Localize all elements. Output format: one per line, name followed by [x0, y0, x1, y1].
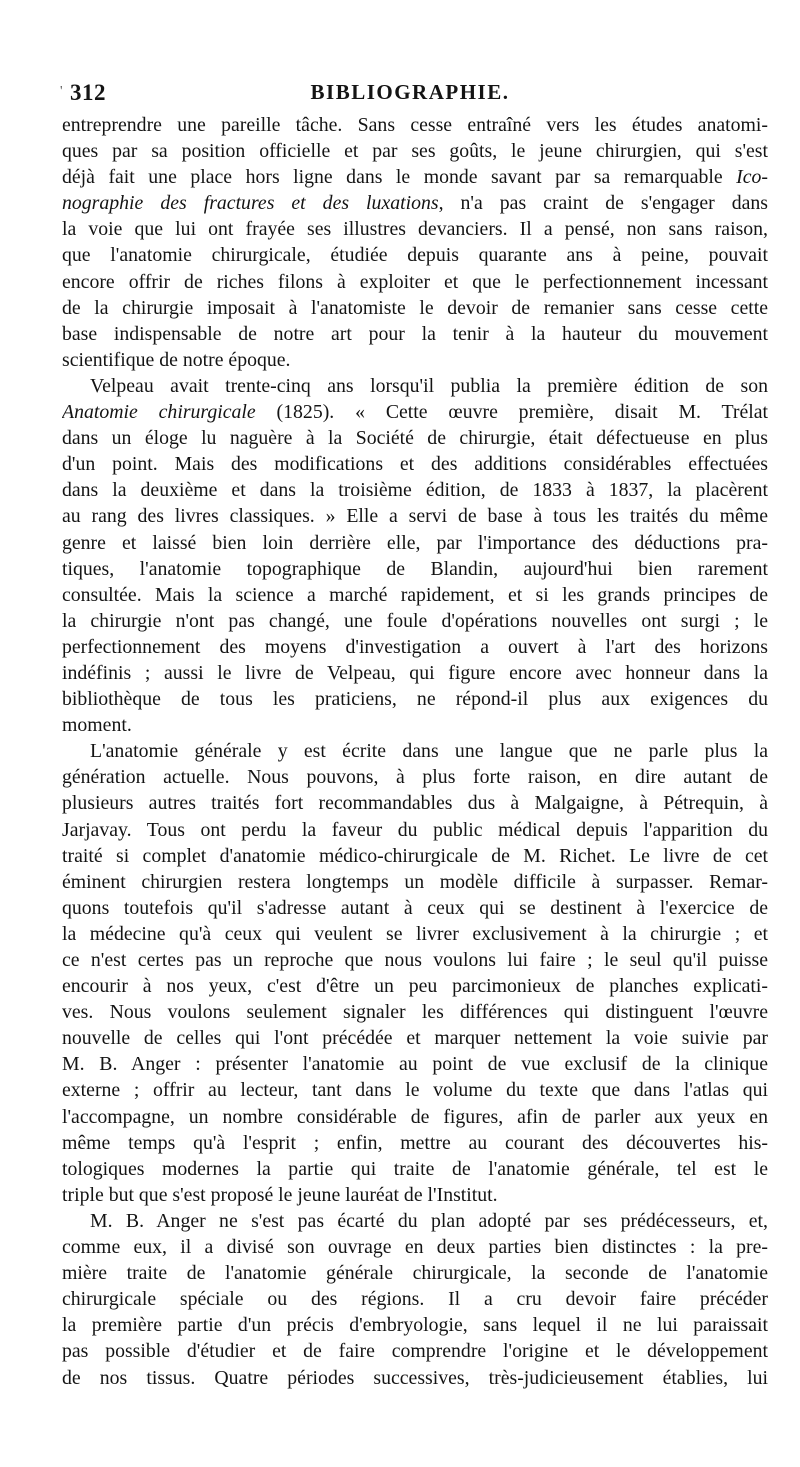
text-line: même temps qu'à l'esprit ; enfin, mettre au courant des découvertes his-	[62, 1131, 768, 1154]
text-line: consultée. Mais la science a marché rapidement, et si les grands principes de	[62, 583, 768, 606]
text-line: génération actuelle. Nous pouvons, à plus forte raison, en dire autant de	[62, 766, 768, 789]
text-line: la chirurgie n'ont pas changé, une foule d'opérations nouvelles ont surgi ; le	[62, 609, 768, 632]
text-line: plusieurs autres traités fort recommandables dus à Malgaigne, à Pétrequin, à	[62, 792, 768, 815]
text-line-part: , n'a pas craint de s'engager dans	[438, 192, 768, 215]
text-line: au rang des livres classiques. » Elle a servi de base à tous les traités du même	[62, 505, 768, 528]
text-line: ques par sa position officielle et par ses goûts, le jeune chirurgien, qui s'est	[62, 140, 768, 163]
text-line: la voie que lui ont frayée ses illustres devanciers. Il a pensé, non sans raison,	[62, 218, 768, 241]
text-line: indéfinis ; aussi le livre de Velpeau, qui figure encore avec honneur dans la	[62, 661, 768, 684]
text-line: pas possible d'étudier et de faire comprendre l'origine et le développement	[62, 1340, 768, 1363]
italic-title-part: Ico-	[736, 166, 768, 189]
text-line: ce n'est certes pas un reproche que nous voulons lui faire ; le seul qu'il puisse	[62, 949, 768, 971]
text-line: M. B. Anger ne s'est pas écarté du plan adopté par ses prédécesseurs, et,	[90, 1209, 768, 1232]
text-line: comme eux, il a divisé son ouvrage en deux parties bien distinctes : la pre-	[62, 1236, 768, 1259]
text-line-part: (1825). « Cette œuvre première, disait M. Trélat	[255, 401, 768, 424]
text-line: éminent chirurgien restera longtemps un modèle difficile à surpasser. Remar-	[62, 870, 768, 893]
margin-mark: '	[60, 84, 63, 99]
text-line: encourir à nos yeux, c'est d'être un peu parcimonieux de planches explicati-	[62, 975, 768, 998]
text-line: chirurgicale spéciale ou des régions. Il a cru devoir faire précéder	[62, 1288, 768, 1311]
text-line: de nos tissus. Quatre périodes successives, très-judicieusement établies, lui	[62, 1366, 768, 1389]
text-line: genre et laissé bien loin derrière elle, par l'importance des déductions pra-	[62, 531, 768, 554]
text-line: l'accompagne, un nombre considérable de figures, afin de parler aux yeux en	[62, 1105, 768, 1128]
text-line-part: déjà fait une place hors ligne dans le monde savant par sa remarquable	[62, 166, 737, 189]
text-line: dans la deuxième et dans la troisième édition, de 1833 à 1837, la placèrent	[62, 479, 768, 502]
text-line: encore offrir de riches filons à exploiter et que le perfectionnement incessant	[62, 270, 768, 293]
text-line: entreprendre une pareille tâche. Sans cesse entraîné vers les études anatomi-	[62, 114, 768, 136]
text-line: Jarjavay. Tous ont perdu la faveur du public médical depuis l'apparition du	[62, 818, 768, 841]
text-line	[62, 399, 768, 425]
text-line: quons toutefois qu'il s'adresse autant à ceux qui se destinent à l'exercice de	[62, 896, 768, 919]
text-line: perfectionnement des moyens d'investigation a ouvert à l'art des horizons	[62, 635, 768, 658]
page-number: 312	[70, 80, 106, 105]
body-text	[62, 112, 768, 1391]
text-line: mière traite de l'anatomie générale chirurgicale, la seconde de l'anatomie	[62, 1262, 768, 1285]
text-line: la médecine qu'à ceux qui veulent se livrer exclusivement à la chirurgie ; et	[62, 922, 768, 945]
text-line: tologiques modernes la partie qui traite de l'anatomie générale, tel est le	[62, 1157, 768, 1180]
text-line: la première partie d'un précis d'embryologie, sans lequel il ne lui paraissait	[62, 1314, 768, 1337]
text-line: nouvelle de celles qui l'ont précédée et marquer nettement la voie suivie par	[62, 1027, 768, 1050]
text-line: traité si complet d'anatomie médico-chirurgicale de M. Richet. Le livre de cet	[62, 844, 768, 867]
text-line: scientifique de notre époque.	[62, 348, 291, 371]
text-line: de la chirurgie imposait à l'anatomiste le devoir de remanier sans cesse cette	[62, 296, 768, 319]
text-line	[62, 164, 768, 190]
text-line: dans un éloge lu naguère à la Société de chirurgie, était défectueuse en plus	[62, 427, 768, 450]
text-line: M. B. Anger : présenter l'anatomie au point de vue exclusif de la clinique	[62, 1053, 768, 1076]
text-line: Velpeau avait trente-cinq ans lorsqu'il publia la première édition de son	[90, 374, 768, 397]
text-line: d'un point. Mais des modifications et des additions considérables effectuées	[62, 453, 768, 476]
text-line: que l'anatomie chirurgicale, étudiée depuis quarante ans à peine, pouvait	[62, 244, 768, 267]
running-head: BIBLIOGRAPHIE.	[310, 80, 510, 104]
text-line: bibliothèque de tous les praticiens, ne répond-il plus aux exigences du	[62, 688, 768, 711]
text-line: triple but que s'est proposé le jeune lauréat de l'Institut.	[62, 1183, 498, 1206]
italic-title-part: Anatomie chirurgicale	[62, 401, 256, 424]
text-line: ves. Nous voulons seulement signaler les différences qui distinguent l'œuvre	[62, 1001, 768, 1024]
text-line: externe ; offrir au lecteur, tant dans le volume du texte que dans l'atlas qui	[62, 1079, 768, 1102]
text-line: moment.	[62, 714, 132, 737]
text-line: L'anatomie générale y est écrite dans une langue que ne parle plus la	[90, 740, 768, 763]
text-line	[62, 190, 768, 216]
text-line: tiques, l'anatomie topographique de Blandin, aujourd'hui bien rarement	[62, 557, 768, 580]
page-header	[60, 80, 760, 110]
text-line: base indispensable de notre art pour la tenir à la hauteur du mouvement	[62, 322, 768, 345]
italic-title-part: nographie des fractures et des luxations	[62, 192, 439, 215]
